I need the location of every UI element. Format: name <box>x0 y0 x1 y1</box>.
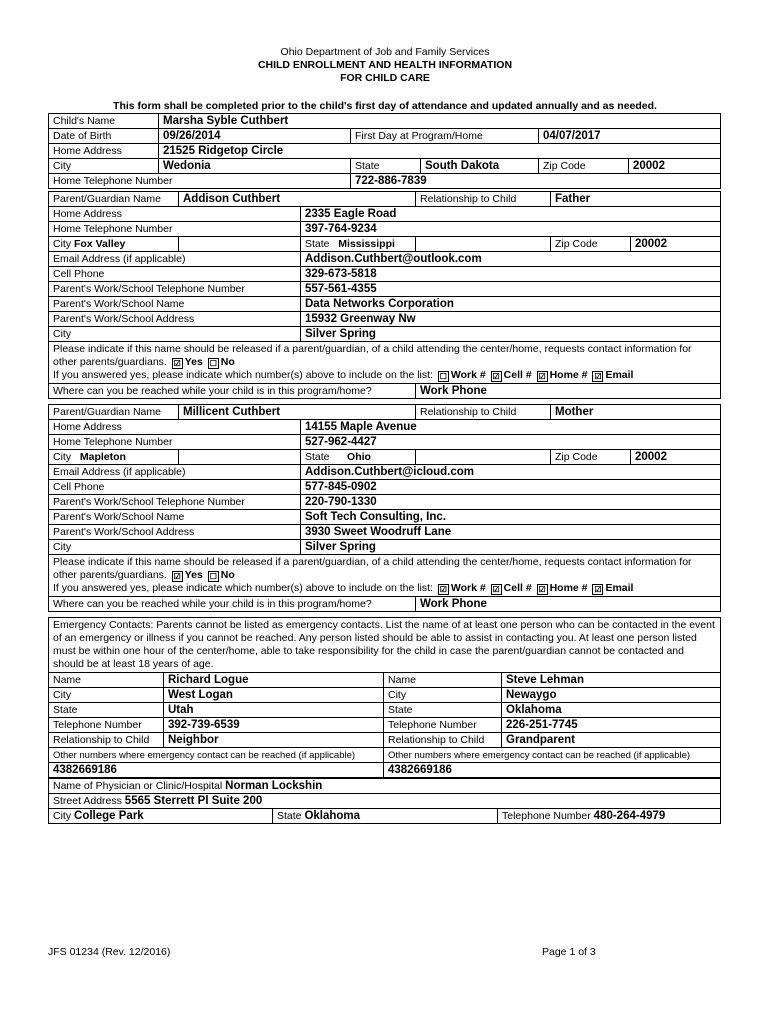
child-city-field[interactable]: Wedonia <box>159 159 351 174</box>
label-g2-work-name: Parent's Work/School Name <box>49 510 301 525</box>
guardian1-name-field[interactable]: Addison Cuthbert <box>179 192 416 207</box>
label-ec2-state: State <box>384 703 502 718</box>
label-state: State <box>351 159 421 174</box>
physician-street-field[interactable]: 5565 Sterrett Pl Suite 200 <box>124 794 263 807</box>
guardian1-state-field[interactable]: Mississippi <box>338 237 395 250</box>
guardian2-reach-field[interactable]: Work Phone <box>416 597 721 612</box>
childs-name-field[interactable]: Marsha Syble Cuthbert <box>159 114 721 129</box>
physician-state-cell: State Oklahoma <box>273 809 498 824</box>
child-address-field[interactable]: 21525 Ridgetop Circle <box>159 144 721 159</box>
label-ec2-phone: Telephone Number <box>384 718 502 733</box>
label-first-day: First Day at Program/Home <box>351 129 539 144</box>
label-g2-relationship: Relationship to Child <box>416 405 551 420</box>
ec1-state-field[interactable]: Utah <box>164 703 384 718</box>
form-instruction: This form shall be completed prior to the child's first day of attendance and updated annually and as needed. <box>113 100 657 112</box>
form-subtitle: FOR CHILD CARE <box>340 72 430 84</box>
guardian1-work-phone-field[interactable]: 557-561-4355 <box>301 282 721 297</box>
label-relationship: Relationship to Child <box>416 192 551 207</box>
ec1-phone-field[interactable]: 392-739-6539 <box>164 718 384 733</box>
label-g1-work-address: Parent's Work/School Address <box>49 312 301 327</box>
label-ec2-city: City <box>384 688 502 703</box>
ec1-city-field[interactable]: West Logan <box>164 688 384 703</box>
label-g1-work-name: Parent's Work/School Name <box>49 297 301 312</box>
guardian2-home-phone-field[interactable]: 527-962-4427 <box>301 435 721 450</box>
emergency-instructions: Emergency Contacts: Parents cannot be listed as emergency contacts. List the name of at least one person who can be contacted in the event of an emergency or illness if you cannot be reached. Any person listed should be able to assist in contacting you. At least one person listed must be within one hour of the center/home, able to take responsibility for the child in case the parent/guardian cannot be contacted and should be at least 18 years of age. <box>49 618 721 673</box>
guardian2-cell-field[interactable]: 577-845-0902 <box>301 480 721 495</box>
label-g2-email: Email Address (if applicable) <box>49 465 301 480</box>
label-g1-home-phone: Home Telephone Number <box>49 222 301 237</box>
label-childs-name: Child's Name <box>49 114 159 129</box>
g1-release-no-checkbox[interactable]: ☐ <box>209 359 217 368</box>
label-ec1-state: State <box>49 703 164 718</box>
label-guardian-name: Parent/Guardian Name <box>49 192 179 207</box>
guardian2-zip-field[interactable]: 20002 <box>631 450 721 465</box>
label-g1-cell: Cell Phone <box>49 267 301 282</box>
label-g1-state: State Mississippi <box>301 237 416 252</box>
label-ec1-relationship: Relationship to Child <box>49 733 164 748</box>
g1-include-email-checkbox[interactable]: ☑ <box>594 372 602 381</box>
physician-city-field[interactable]: College Park <box>74 809 144 822</box>
label-ec2-other: Other numbers where emergency contact can be reached (if applicable) <box>384 748 721 763</box>
label-g2-reach: Where can you be reached while your child is in this program/home? <box>49 597 416 612</box>
g2-release-question: Please indicate if this name should be released if a parent/guardian, of a child attending the center/home, requests contact information for other parents/guardians. ☑ Yes ☐ No If you answered yes, please indicate which number(s) above to include on the list: ☑ Work # ☑ Cell # ☑ Home # ☑ Email <box>49 555 721 597</box>
ec1-name-field[interactable]: Richard Logue <box>164 673 384 688</box>
child-info-table <box>48 113 721 189</box>
page-number: Page 1 of 3 <box>542 946 596 958</box>
dob-field[interactable]: 09/26/2014 <box>159 129 351 144</box>
physician-city-cell: City College Park <box>49 809 273 824</box>
label-g1-work-phone: Parent's Work/School Telephone Number <box>49 282 301 297</box>
label-g2-work-phone: Parent's Work/School Telephone Number <box>49 495 301 510</box>
guardian1-work-city-field[interactable]: Silver Spring <box>301 327 721 342</box>
g2-state-spacer <box>416 450 551 465</box>
label-g2-city: City Mapleton <box>49 450 179 465</box>
ec1-other-field[interactable]: 4382669186 <box>49 763 384 778</box>
label-city: City <box>49 159 159 174</box>
physician-name-field[interactable]: Norman Lockshin <box>225 779 323 792</box>
physician-phone-cell: Telephone Number 480-264-4979 <box>498 809 721 824</box>
g1-release-question: Please indicate if this name should be released if a parent/guardian, of a child attending the center/home, requests contact information for other parents/guardians. ☑ Yes ☐ No If you answered yes, please indicate which number(s) above to include on the list: ☐ Work # ☑ Cell # ☑ Home # ☑ Email <box>49 342 721 384</box>
label-ec1-phone: Telephone Number <box>49 718 164 733</box>
ec2-state-field[interactable]: Oklahoma <box>502 703 721 718</box>
ec2-name-field[interactable]: Steve Lehman <box>502 673 721 688</box>
physician-state-field[interactable]: Oklahoma <box>304 809 361 822</box>
guardian2-work-city-field[interactable]: Silver Spring <box>301 540 721 555</box>
ec2-phone-field[interactable]: 226-251-7745 <box>502 718 721 733</box>
label-g2-work-city: City <box>49 540 301 555</box>
guardian2-work-address-field[interactable]: 3930 Sweet Woodruff Lane <box>301 525 721 540</box>
physician-row: Name of Physician or Clinic/Hospital Norman Lockshin <box>49 779 721 794</box>
label-home-address: Home Address <box>49 144 159 159</box>
label-dob: Date of Birth <box>49 129 159 144</box>
g1-include-work-checkbox[interactable]: ☐ <box>439 372 447 381</box>
guardian1-relationship-field[interactable]: Father <box>551 192 721 207</box>
guardian1-city-field[interactable]: Fox Valley <box>74 237 126 250</box>
g2-release-yes-checkbox[interactable]: ☑ <box>173 572 181 581</box>
guardian1-cell-field[interactable]: 329-673-5818 <box>301 267 721 282</box>
g2-include-cell-checkbox[interactable]: ☑ <box>492 585 500 594</box>
child-home-phone-field[interactable]: 722-886-7839 <box>351 174 721 189</box>
guardian1-work-name-field[interactable]: Data Networks Corporation <box>301 297 721 312</box>
g1-include-cell-checkbox[interactable]: ☑ <box>492 372 500 381</box>
label-g2-state: State Ohio <box>301 450 416 465</box>
guardian2-state-field[interactable]: Ohio <box>347 450 371 463</box>
label-ec2-name: Name <box>384 673 502 688</box>
guardian2-relationship-field[interactable]: Mother <box>551 405 721 420</box>
label-g2-zip: Zip Code <box>551 450 631 465</box>
guardian1-email-field[interactable]: Addison.Cuthbert@outlook.com <box>301 252 721 267</box>
form-title: CHILD ENROLLMENT AND HEALTH INFORMATION <box>257 59 513 71</box>
g2-city-spacer <box>179 450 301 465</box>
guardian1-work-address-field[interactable]: 15932 Greenway Nw <box>301 312 721 327</box>
guardian1-table <box>48 191 721 399</box>
guardian1-address-field[interactable]: 2335 Eagle Road <box>301 207 721 222</box>
street-row: Street Address 5565 Sterrett Pl Suite 200 <box>49 794 721 809</box>
g1-release-yes-checkbox[interactable]: ☑ <box>173 359 181 368</box>
label-ec1-city: City <box>49 688 164 703</box>
guardian2-city-field[interactable]: Mapleton <box>79 450 126 463</box>
guardian1-zip-field[interactable]: 20002 <box>631 237 721 252</box>
guardian1-home-phone-field[interactable]: 397-764-9234 <box>301 222 721 237</box>
agency-name: Ohio Department of Job and Family Services <box>280 46 490 58</box>
physician-phone-field[interactable]: 480-264-4979 <box>593 809 666 822</box>
label-g1-zip: Zip Code <box>551 237 631 252</box>
label-ec1-other: Other numbers where emergency contact can be reached (if applicable) <box>49 748 384 763</box>
g1-city-spacer <box>179 237 301 252</box>
ec1-relationship-field[interactable]: Neighbor <box>164 733 384 748</box>
ec2-city-field[interactable]: Newaygo <box>502 688 721 703</box>
label-g2-guardian-name: Parent/Guardian Name <box>49 405 179 420</box>
g2-include-email-checkbox[interactable]: ☑ <box>594 585 602 594</box>
label-g1-city: City Fox Valley <box>49 237 179 252</box>
emergency-contacts-table <box>48 617 721 778</box>
ec2-relationship-field[interactable]: Grandparent <box>502 733 721 748</box>
label-g2-work-address: Parent's Work/School Address <box>49 525 301 540</box>
guardian2-work-name-field[interactable]: Soft Tech Consulting, Inc. <box>301 510 721 525</box>
guardian1-reach-field[interactable]: Work Phone <box>416 384 721 399</box>
label-g2-home-phone: Home Telephone Number <box>49 435 301 450</box>
label-ec1-name: Name <box>49 673 164 688</box>
label-ec2-relationship: Relationship to Child <box>384 733 502 748</box>
label-home-phone: Home Telephone Number <box>49 174 351 189</box>
g2-include-home-checkbox[interactable]: ☑ <box>538 585 546 594</box>
label-zip: Zip Code <box>539 159 629 174</box>
g1-state-spacer <box>416 237 551 252</box>
g2-include-work-checkbox[interactable]: ☑ <box>439 585 447 594</box>
child-state-field[interactable]: South Dakota <box>421 159 539 174</box>
child-zip-field[interactable]: 20002 <box>629 159 721 174</box>
ec2-other-field[interactable]: 4382669186 <box>384 763 721 778</box>
guardian2-table <box>48 404 721 612</box>
form-number: JFS 01234 (Rev. 12/2016) <box>48 946 171 958</box>
guardian2-email-field[interactable]: Addison.Cuthbert@icloud.com <box>301 465 721 480</box>
label-g1-home-address: Home Address <box>49 207 301 222</box>
label-g2-cell: Cell Phone <box>49 480 301 495</box>
label-g2-home-address: Home Address <box>49 420 301 435</box>
guardian2-work-phone-field[interactable]: 220-790-1330 <box>301 495 721 510</box>
guardian2-address-field[interactable]: 14155 Maple Avenue <box>301 420 721 435</box>
label-g1-work-city: City <box>49 327 301 342</box>
g2-release-no-checkbox[interactable]: ☐ <box>209 572 217 581</box>
label-g1-email: Email Address (if applicable) <box>49 252 301 267</box>
g1-include-home-checkbox[interactable]: ☑ <box>538 372 546 381</box>
guardian2-name-field[interactable]: Millicent Cuthbert <box>179 405 416 420</box>
label-g1-reach: Where can you be reached while your child is in this program/home? <box>49 384 416 399</box>
first-day-field[interactable]: 04/07/2017 <box>539 129 721 144</box>
physician-table <box>48 778 721 824</box>
